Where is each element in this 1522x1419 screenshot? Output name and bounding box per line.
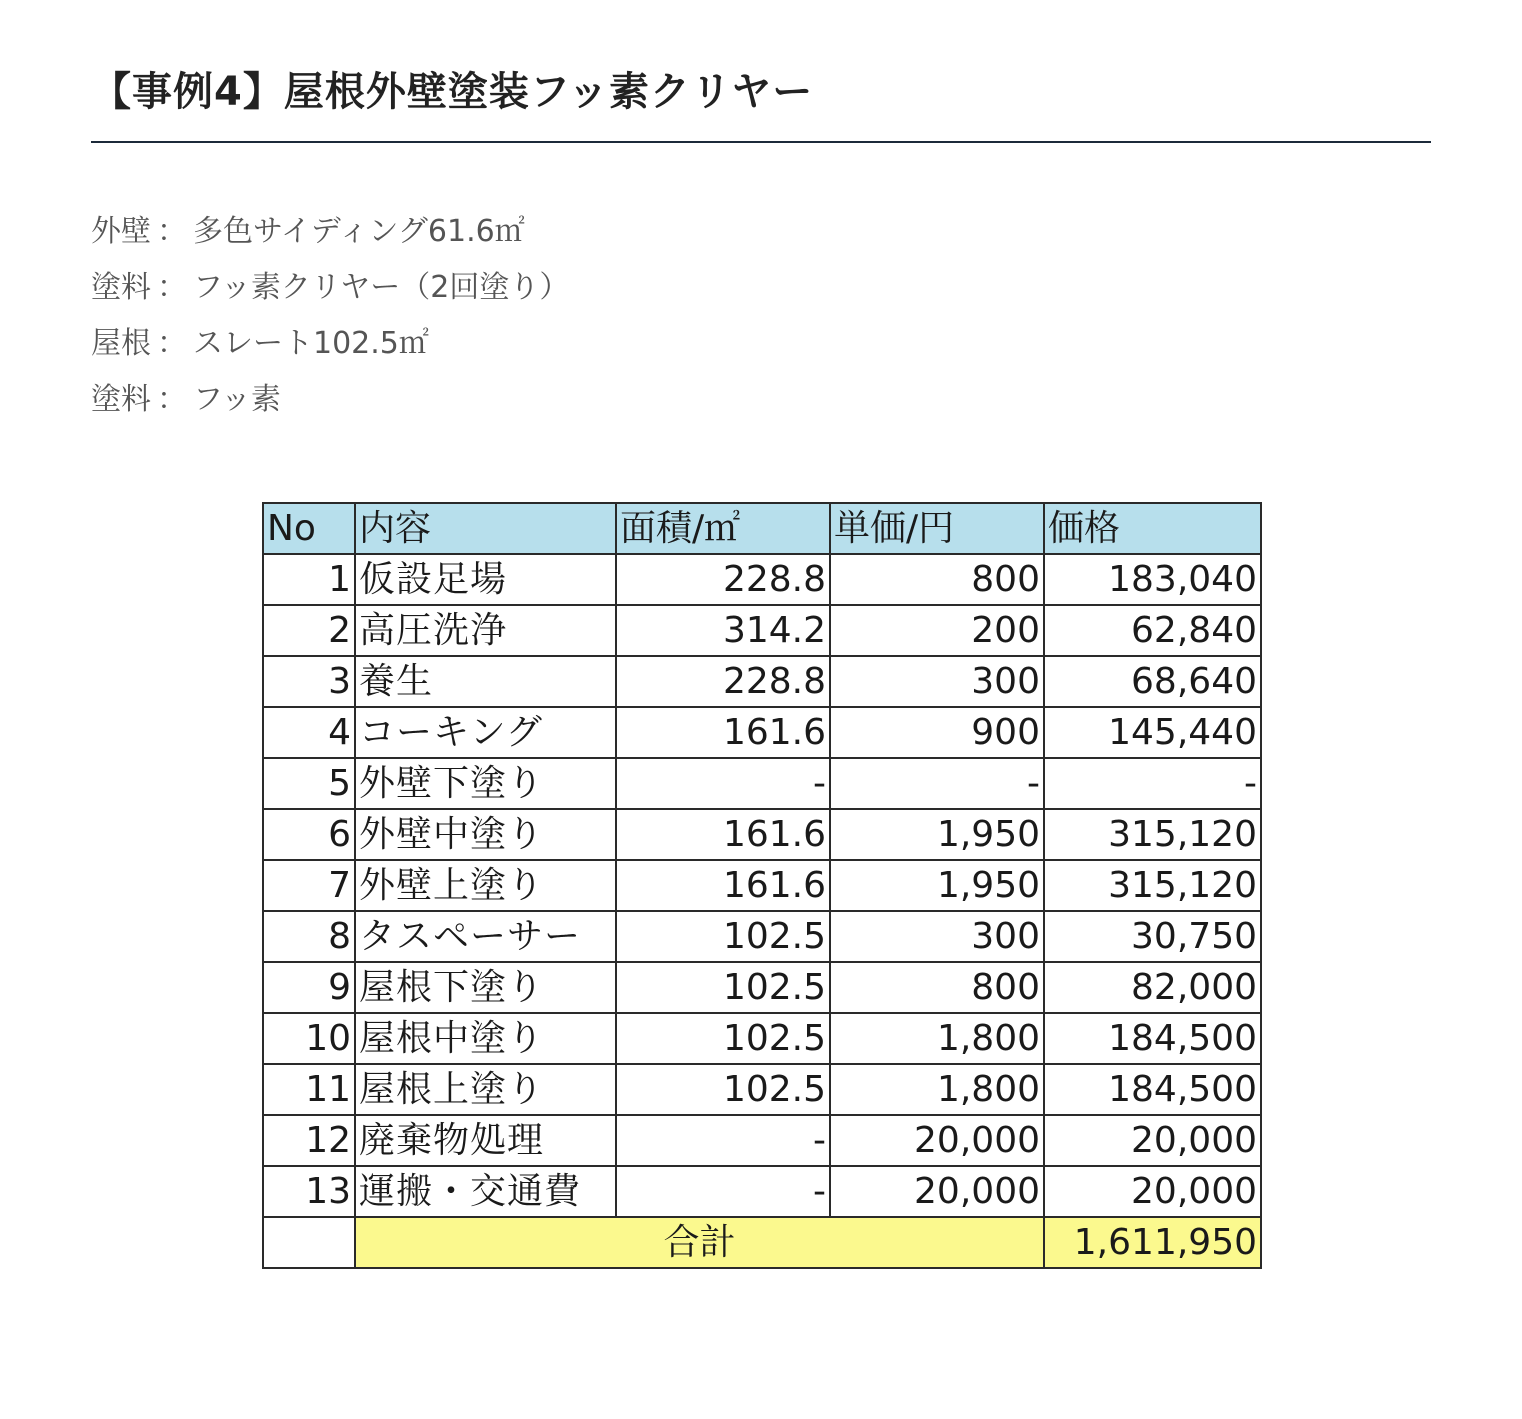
total-label: 合計: [355, 1217, 1044, 1268]
spec-separator: ：: [157, 326, 187, 361]
cell-area: 228.8: [616, 656, 830, 707]
table-row: [263, 860, 1261, 911]
cell-item: タスペーサー: [355, 911, 616, 962]
cell-no: 12: [263, 1115, 355, 1166]
cell-unit-price: 200: [830, 605, 1044, 656]
cell-item: 外壁中塗り: [355, 809, 616, 860]
table-row: [263, 962, 1261, 1013]
spec-item: [91, 208, 569, 264]
cell-area: 102.5: [616, 911, 830, 962]
cell-area: 102.5: [616, 1064, 830, 1115]
cell-price: 184,500: [1044, 1013, 1261, 1064]
cell-unit-price: 20,000: [830, 1115, 1044, 1166]
cell-item: 運搬・交通費: [355, 1166, 616, 1217]
table-row: [263, 911, 1261, 962]
spec-item: [91, 376, 569, 432]
cell-item: 仮設足場: [355, 554, 616, 605]
cell-unit-price: 1,950: [830, 860, 1044, 911]
cell-item: 外壁上塗り: [355, 860, 616, 911]
cell-unit-price: 800: [830, 962, 1044, 1013]
cell-no: 9: [263, 962, 355, 1013]
header-price: 価格: [1044, 503, 1261, 554]
cell-area: 161.6: [616, 707, 830, 758]
cell-item: 高圧洗浄: [355, 605, 616, 656]
spec-value: スレート102.5㎡: [193, 326, 429, 361]
spec-item: [91, 320, 569, 376]
spec-value: フッ素: [193, 382, 281, 417]
cell-price: 315,120: [1044, 809, 1261, 860]
total-empty-cell: [263, 1217, 355, 1268]
cell-price: 82,000: [1044, 962, 1261, 1013]
estimate-table-image: [262, 502, 1260, 1305]
cell-item: 屋根中塗り: [355, 1013, 616, 1064]
cell-price: 183,040: [1044, 554, 1261, 605]
table-row: [263, 758, 1261, 809]
cell-area: 314.2: [616, 605, 830, 656]
cell-area: 161.6: [616, 860, 830, 911]
cell-price: 62,840: [1044, 605, 1261, 656]
cell-item: 屋根下塗り: [355, 962, 616, 1013]
cell-no: 7: [263, 860, 355, 911]
table-row: [263, 554, 1261, 605]
header-no: No: [263, 503, 355, 554]
cell-area: -: [616, 758, 830, 809]
cell-area: 102.5: [616, 1013, 830, 1064]
cell-unit-price: 1,800: [830, 1013, 1044, 1064]
header-area: 面積/㎡: [616, 503, 830, 554]
spec-label: 塗料: [91, 382, 151, 417]
table-row: [263, 809, 1261, 860]
table-row: [263, 1115, 1261, 1166]
cell-price: 30,750: [1044, 911, 1261, 962]
cell-price: 20,000: [1044, 1115, 1261, 1166]
cell-no: 8: [263, 911, 355, 962]
header-item: 内容: [355, 503, 616, 554]
cell-area: -: [616, 1115, 830, 1166]
total-value: 1,611,950: [1044, 1217, 1261, 1268]
cell-no: 5: [263, 758, 355, 809]
spec-label: 塗料: [91, 270, 151, 305]
spec-label: 屋根: [91, 326, 151, 361]
title-divider: [91, 141, 1431, 143]
spec-value: フッ素クリヤー（2回塗り）: [193, 270, 570, 305]
cell-no: 2: [263, 605, 355, 656]
spec-list: [91, 208, 569, 432]
cell-unit-price: -: [830, 758, 1044, 809]
cell-price: 145,440: [1044, 707, 1261, 758]
cell-no: 4: [263, 707, 355, 758]
spec-separator: ：: [157, 214, 187, 249]
estimate-table: [262, 502, 1262, 1269]
cell-no: 6: [263, 809, 355, 860]
spec-separator: ：: [157, 382, 187, 417]
cell-item: 養生: [355, 656, 616, 707]
cell-area: 228.8: [616, 554, 830, 605]
table-row: [263, 1064, 1261, 1115]
cell-no: 13: [263, 1166, 355, 1217]
cell-area: 161.6: [616, 809, 830, 860]
table-header-row: [263, 503, 1261, 554]
cell-price: -: [1044, 758, 1261, 809]
cell-no: 10: [263, 1013, 355, 1064]
cell-unit-price: 1,800: [830, 1064, 1044, 1115]
cell-unit-price: 300: [830, 656, 1044, 707]
cell-price: 184,500: [1044, 1064, 1261, 1115]
cell-no: 3: [263, 656, 355, 707]
table-row: [263, 656, 1261, 707]
cell-item: 屋根上塗り: [355, 1064, 616, 1115]
cell-no: 11: [263, 1064, 355, 1115]
cell-item: 廃棄物処理: [355, 1115, 616, 1166]
cell-item: 外壁下塗り: [355, 758, 616, 809]
cell-item: コーキング: [355, 707, 616, 758]
cell-price: 68,640: [1044, 656, 1261, 707]
cell-unit-price: 20,000: [830, 1166, 1044, 1217]
article-title: 【事例4】屋根外壁塗装フッ素クリヤー: [91, 69, 814, 115]
spec-item: [91, 264, 569, 320]
spec-value: 多色サイディング61.6㎡: [193, 214, 525, 249]
cell-price: 315,120: [1044, 860, 1261, 911]
cell-unit-price: 800: [830, 554, 1044, 605]
cell-unit-price: 1,950: [830, 809, 1044, 860]
cell-unit-price: 900: [830, 707, 1044, 758]
total-row: [263, 1217, 1261, 1268]
table-row: [263, 605, 1261, 656]
table-row: [263, 1013, 1261, 1064]
cell-area: 102.5: [616, 962, 830, 1013]
spec-separator: ：: [157, 270, 187, 305]
table-row: [263, 1166, 1261, 1217]
article: [91, 0, 1431, 417]
spec-label: 外壁: [91, 214, 151, 249]
cell-no: 1: [263, 554, 355, 605]
header-unit-price: 単価/円: [830, 503, 1044, 554]
table-row: [263, 707, 1261, 758]
cell-price: 20,000: [1044, 1166, 1261, 1217]
cell-unit-price: 300: [830, 911, 1044, 962]
cell-area: -: [616, 1166, 830, 1217]
